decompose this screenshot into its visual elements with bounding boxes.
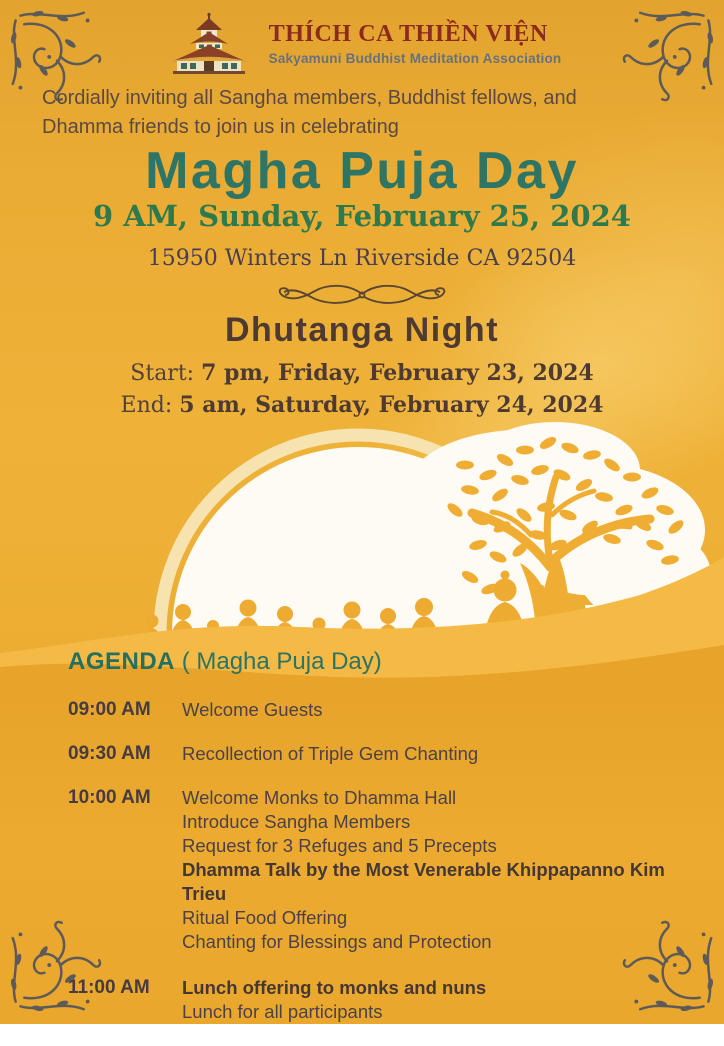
agenda-row bbox=[68, 976, 678, 1024]
agenda-item: Ritual Food Offering bbox=[182, 907, 348, 928]
swirl-divider bbox=[0, 278, 724, 310]
header bbox=[0, 12, 724, 74]
agenda-heading-suffix: ( Magha Puja Day) bbox=[181, 648, 382, 675]
agenda-time: 09:00 AM bbox=[68, 699, 151, 720]
corner-flourish-icon bbox=[621, 7, 717, 103]
agenda-row bbox=[68, 742, 678, 766]
start-label: Start: bbox=[130, 361, 195, 386]
agenda-item: Introduce Sangha Members bbox=[182, 811, 411, 832]
secondary-event-start bbox=[0, 360, 724, 386]
agenda-heading-word: AGENDA bbox=[68, 648, 176, 675]
intro-text: Cordially inviting all Sangha members, Buddhist fellows, and Dhamma friends to join us in celebrating bbox=[42, 87, 577, 139]
agenda-item: Chanting for Blessings and Protection bbox=[182, 931, 492, 952]
end-label: End: bbox=[120, 393, 173, 418]
event-datetime: 9 AM, Sunday, February 25, 2024 bbox=[93, 199, 631, 233]
corner-flourish-icon bbox=[621, 919, 717, 1015]
agenda-row bbox=[68, 698, 678, 722]
agenda-item: Welcome Guests bbox=[182, 699, 323, 720]
agenda-section bbox=[68, 648, 678, 1046]
agenda-item: Lunch for all participants bbox=[182, 1001, 383, 1022]
agenda-time: 10:00 AM bbox=[68, 787, 151, 808]
agenda-item: Welcome Monks to Dhamma Hall bbox=[182, 787, 457, 808]
temple-pagoda-icon bbox=[163, 12, 255, 74]
agenda-item-highlight: Dhamma Talk by the Most Venerable Khippapanno Kim Trieu bbox=[182, 859, 665, 904]
event-address: 15950 Winters Ln Riverside CA 92504 bbox=[147, 246, 577, 271]
event-title: Magha Puja Day bbox=[145, 142, 579, 200]
agenda-item-highlight: Lunch offering to monks and nuns bbox=[182, 977, 487, 998]
agenda-heading bbox=[68, 648, 678, 676]
org-name: THÍCH CA THIỀN VIỆN bbox=[268, 20, 548, 47]
start-value: 7 pm, Friday, February 23, 2024 bbox=[201, 360, 594, 386]
agenda-item: Recollection of Triple Gem Chanting bbox=[182, 743, 479, 764]
org-subtitle: Sakyamuni Buddhist Meditation Association bbox=[268, 50, 562, 66]
agenda-item: Request for 3 Refuges and 5 Precepts bbox=[182, 835, 497, 856]
secondary-event-end bbox=[0, 392, 724, 418]
end-value: 5 am, Saturday, February 24, 2024 bbox=[179, 392, 604, 418]
calligraphic-swirl-icon bbox=[267, 278, 457, 310]
corner-flourish-icon bbox=[7, 7, 103, 103]
agenda-time: 11:00 AM bbox=[68, 977, 150, 998]
corner-flourish-icon bbox=[7, 919, 103, 1015]
agenda-time: 09:30 AM bbox=[68, 743, 151, 764]
agenda-row bbox=[68, 786, 678, 954]
secondary-event-title: Dhutanga Night bbox=[224, 311, 500, 349]
